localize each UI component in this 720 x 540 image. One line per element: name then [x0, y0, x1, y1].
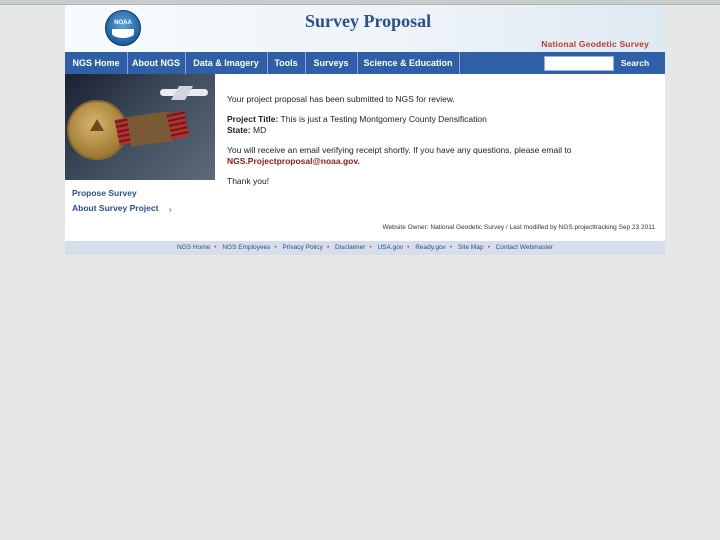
footer-link-ngs-home[interactable]: NGS Home — [177, 244, 211, 251]
email-link[interactable]: NGS.Projectproposal@noaa.gov. — [227, 156, 360, 166]
nav-about-ngs[interactable]: About NGS — [127, 52, 186, 74]
about-survey-project-link[interactable]: About Survey Project — [72, 203, 159, 213]
web-page — [65, 5, 665, 255]
project-details — [227, 114, 647, 136]
thank-you-text: Thank you! — [227, 176, 270, 186]
noaa-logo-icon[interactable] — [105, 10, 141, 46]
footer-link-ready-gov[interactable]: Ready.gov — [415, 244, 446, 251]
footer-separator: • — [274, 244, 277, 251]
footer-link-ngs-employees[interactable]: NGS Employees — [222, 244, 271, 251]
project-title-value: This is just a Testing Montgomery County Densification — [280, 114, 487, 124]
nav-science-education[interactable]: Science & Education — [357, 52, 460, 74]
footer-separator: • — [407, 244, 410, 251]
footer-link-disclaimer[interactable]: Disclaimer — [335, 244, 366, 251]
nav-surveys[interactable]: Surveys — [305, 52, 358, 74]
logo-bird-shape — [112, 29, 134, 38]
nav-ngs-home[interactable]: NGS Home — [65, 52, 128, 74]
state-label: State: — [227, 125, 251, 135]
hero-image — [65, 74, 215, 180]
arrow-right-icon: › — [169, 205, 172, 214]
submission-message: Your project proposal has been submitted to NGS for review. — [227, 94, 455, 104]
footer-separator: • — [214, 244, 217, 251]
search-button[interactable]: Search — [620, 58, 650, 68]
footer-link-site-map[interactable]: Site Map — [457, 244, 484, 251]
footer-link-contact-webmaster[interactable]: Contact Webmaster — [495, 244, 553, 251]
footer-separator: • — [487, 244, 490, 251]
footer-separator: • — [449, 244, 453, 251]
disk-triangle-icon — [90, 119, 104, 131]
nav-data-imagery[interactable]: Data & Imagery — [185, 52, 268, 74]
receipt-info — [227, 145, 647, 167]
confirmation-content — [227, 94, 647, 196]
last-modified-text: Website Owner: National Geodetic Survey / Last modified by NGS.projecttracking Sep 23 2011 — [382, 224, 655, 231]
project-title-label: Project Title: — [227, 114, 279, 124]
agency-name: National Geodetic Survey — [541, 39, 649, 49]
footer-separator: • — [369, 244, 372, 251]
receipt-text: You will receive an email verifying receipt shortly. If you have any questions, please email to — [227, 145, 572, 155]
search-input[interactable] — [544, 56, 614, 71]
site-header — [65, 5, 665, 52]
footer-separator: • — [326, 244, 330, 251]
logo-text: NOAA — [114, 20, 132, 26]
footer-link-usa-gov[interactable]: USA.gov — [377, 244, 404, 251]
footer-link-privacy-policy[interactable]: Privacy Policy — [282, 244, 323, 251]
state-value: MD — [253, 125, 267, 135]
page-title: Survey Proposal — [305, 11, 432, 31]
propose-survey-link[interactable]: Propose Survey — [72, 188, 137, 198]
footer-links — [65, 241, 665, 255]
nav-tools[interactable]: Tools — [267, 52, 306, 74]
